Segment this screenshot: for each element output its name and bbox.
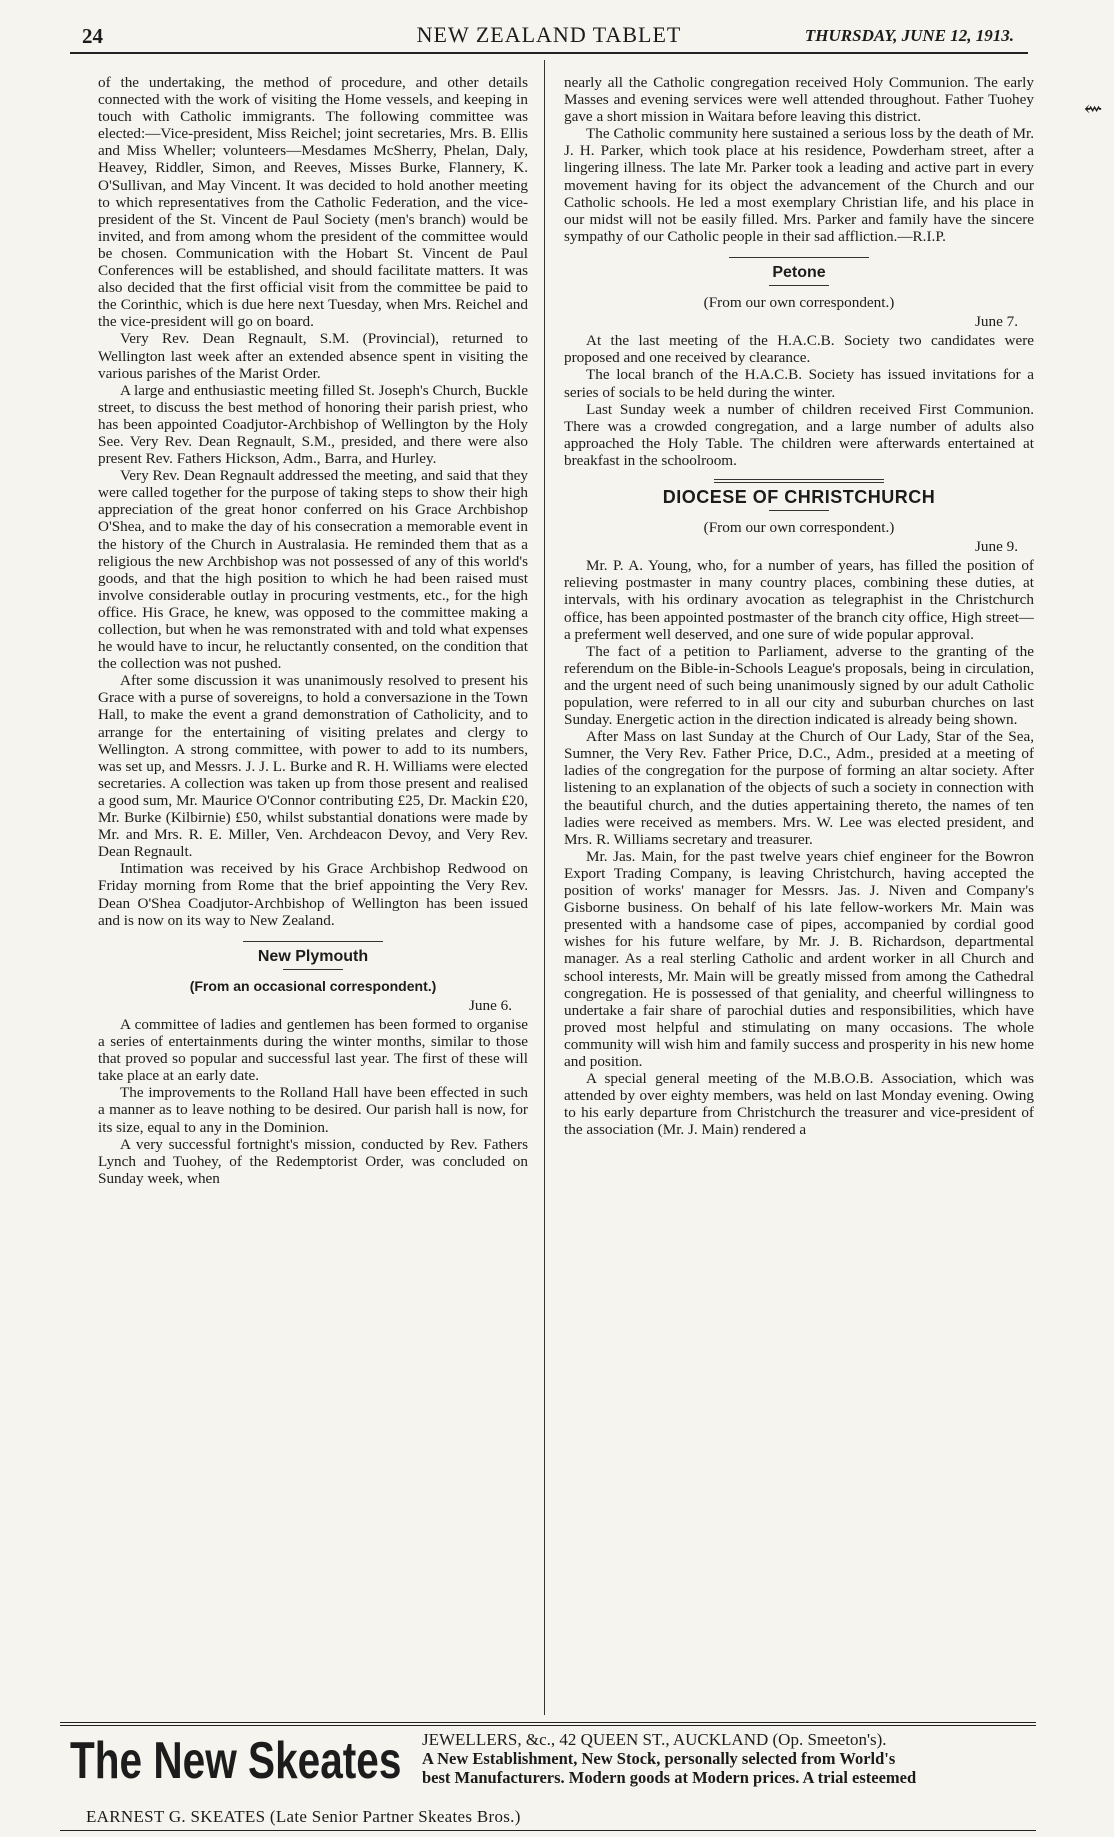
advert-line: best Manufacturers. Modern goods at Modern prices. A trial esteemed (422, 1768, 917, 1787)
paragraph: At the last meeting of the H.A.C.B. Society two candidates were proposed and one received by clearance. (564, 332, 1034, 367)
page-number: 24 (82, 24, 103, 48)
section-rule-double (714, 479, 884, 483)
correspondent-line: (From an occasional correspondent.) (189, 977, 437, 994)
margin-mark: ⇜ (1084, 96, 1103, 121)
paragraph: The local branch of the H.A.C.B. Society has issued invitations for a series of socials to be held during the winter. (564, 366, 1034, 401)
section-title-new-plymouth: New Plymouth (257, 947, 369, 965)
paragraph: A large and enthusiastic meeting filled St. Joseph's Church, Buckle street, to discuss the best method of honoring their parish priest, who has been appointed Coadjutor-Archbishop of Wellington by the Holy See. Very Rev. Dean Regnault, S.M., presided, and there were also present Rev. Fathers Hickson, Adm., Barra, and Hurley. (98, 381, 528, 468)
paragraph: Mr. P. A. Young, who, for a number of years, has filled the position of relieving postmaster in many country places, combining these duties, at intervals, with his ordinary avocation as telegraphist in the Christchurch office, has been appointed postmaster of the branch city office, High street—a preferment well deserved, and one sure of wide popular approval. (564, 557, 1034, 643)
issue-date: THURSDAY, JUNE 12, 1913. (804, 26, 1014, 45)
advert-rule-bottom (60, 1830, 1036, 1831)
paragraph: A very successful fortnight's mission, conducted by Rev. Fathers Lynch and Tuohey, of the Redemptorist Order, was concluded on Sunday week, when (98, 1135, 528, 1187)
dateline: June 6. (468, 996, 512, 1014)
paragraph: The improvements to the Rolland Hall have been effected in such a manner as to leave nothing to be desired. Our parish hall is now, for its size, equal to any in the Dominion. (98, 1084, 528, 1136)
advert-line: A New Establishment, New Stock, personally selected from World's (422, 1749, 896, 1768)
correspondent-line: (From our own correspondent.) (703, 294, 895, 312)
column-divider (544, 60, 545, 1715)
advert-rule-top (60, 1722, 1036, 1726)
correspondent-line: (From our own correspondent.) (703, 519, 895, 537)
section-rule (243, 941, 383, 942)
paragraph: nearly all the Catholic congregation received Holy Communion. The early Masses and evening services were well attended throughout. Father Tuohey gave a short mission in Waitara before leaving this district. (564, 74, 1034, 126)
paragraph: Last Sunday week a number of children received First Communion. There was a crowded congregation, and a large number of adults also approached the Holy Table. The children were afterwards entertained at breakfast in the schoolroom. (564, 400, 1034, 469)
paragraph: After Mass on last Sunday at the Church of Our Lady, Star of the Sea, Sumner, the Very Rev. Father Price, D.C., Adm., presided at a meeting of ladies of the congregation for the purpose of forming an altar society. After listening to an explanation of the objects of such a society in connection with the beautiful church, and the duties appertaining thereto, the names of ten ladies were received as members. Mrs. W. Lee was elected president, and Mrs. R. Williams secretary and treasurer. (564, 728, 1034, 848)
section-title-petone: Petone (772, 263, 826, 281)
section-subrule (769, 285, 829, 286)
dateline: June 7. (974, 313, 1018, 331)
paragraph: A committee of ladies and gentlemen has been formed to organise a series of entertainments during the winter months, similar to those that proved so popular and successful last year. The first of these will take place at an early date. (98, 1015, 528, 1085)
paragraph: of the undertaking, the method of procedure, and other details connected with the work of visiting the Home vessels, and keeping in touch with Catholic immigrants. The following committee was elected:—Vice-president, Miss Reichel; joint secretaries, Mrs. B. Ellis and Miss Wheller; volunteers—Mesdames McSherry, Phelan, Daly, Heavey, Riddler, Simon, and Reeves, Misses Burke, Flannery, K. O'Sullivan, and May Vincent. It was decided to hold another meeting to which representatives from the Catholic Federation, and the vice-president of the St. Vincent de Paul Society (men's branch) would be invited, and from among whom the president of the committee would be chosen. Communication with the Hobart St. Vincent de Paul Conferences will be established, and should facilitate matters. It was also decided that the first official visit from the committee be paid to the Corinthic, which is due here next Tuesday, when Mrs. Reichel and the vice-president will go on board. (98, 74, 528, 331)
advert-proprietor: EARNEST G. SKEATES (Late Senior Partner Skeates Bros.) (86, 1807, 521, 1826)
advert-line: JEWELLERS, &c., 42 QUEEN ST., AUCKLAND (Op. Smeeton's). (422, 1730, 887, 1749)
section-title-christchurch: DIOCESE OF CHRISTCHURCH (662, 486, 936, 507)
paragraph: Mr. Jas. Main, for the past twelve years chief engineer for the Bowron Export Trading Company, is leaving Christchurch, having accepted the position of works' manager for Messrs. Jas. J. Niven and Company's Gisborne business. On behalf of his late fellow-workers Mr. Main was presented with a handsome case of pipes, accompanied by cordial good wishes for his future welfare, by Mr. J. B. Richardson, departmental manager. As a real sterling Catholic and ardent worker in all Church and school interests, Mr. Main will be greatly missed from among the Cathedral congregation. He is possessed of that geniality, and cheerful willingness to undertake a fair share of parochial duties and responsibilities, which have proved most helpful and stimulating on many occasions. The whole community will wish him and family success and prosperity in his new home and position. (564, 847, 1034, 1070)
paragraph: After some discussion it was unanimously resolved to present his Grace with a purse of sovereigns, to hold a conversazione in the Town Hall, to make the event a grand demonstration of Catholicity, and to arrange for the entertaining of visiting prelates and clergy to Wellington. A strong committee, with power to add to its numbers, was set up, and Messrs. J. J. L. Burke and R. H. Williams were elected secretaries. A collection was taken up from those present and realised a good sum, Mr. Maurice O'Connor contributing £25, Dr. Mackin £20, Mr. Burke (Kilbirnie) £50, whilst substantial donations were made by Mr. and Mrs. R. E. Miller, Ven. Archdeacon Devoy, and Very Rev. Dean Regnault. (98, 672, 528, 861)
right-column (564, 74, 1034, 1714)
section-subrule (283, 969, 343, 970)
newspaper-title: NEW ZEALAND TABLET (416, 22, 682, 47)
section-subrule (769, 510, 829, 511)
paragraph: Very Rev. Dean Regnault, S.M. (Provincial), returned to Wellington last week after an extended absence spent in visiting the various parishes of the Marist Order. (98, 330, 528, 382)
page-header (70, 22, 1028, 54)
advert-brand-name: The New Skeates (70, 1732, 402, 1790)
paragraph: Very Rev. Dean Regnault addressed the meeting, and said that they were called together for the purpose of taking steps to show their high appreciation of the great honor conferred on his Grace Archbishop O'Shea, and to make the day of his consecration a memorable event in the history of the Church in Australasia. He reminded them that as a religious the new Archbishop was not possessed of any of this world's goods, and that the high position to which he had been raised must involve considerable outlay in procuring vestments, etc., for the high office. His Grace, he knew, was opposed to the committee making a collection, but when he was remonstrated with and told what expenses he would have to incur, he reluctantly consented, on the condition that the collection was not pushed. (98, 467, 528, 673)
paragraph: A special general meeting of the M.B.O.B. Association, which was attended by over eighty members, was held on last Monday evening. Owing to his early departure from Christchurch the treasurer and vice-president of the association (Mr. J. Main) rendered a (564, 1070, 1034, 1139)
dateline: June 9. (974, 538, 1018, 556)
section-rule (729, 257, 869, 258)
paragraph: Intimation was received by his Grace Archbishop Redwood on Friday morning from Rome that the brief appointing the Very Rev. Dean O'Shea Coadjutor-Archbishop of Wellington has been issued and is now on its way to New Zealand. (98, 860, 528, 929)
paragraph: The Catholic community here sustained a serious loss by the death of Mr. J. H. Parker, which took place at his residence, Powderham street, after a lingering illness. The late Mr. Parker took a leading and active part in every movement having for its object the advancement of the Church and our Catholic schools. He led a most exemplary Christian life, and his place in our midst will not be easily filled. Mrs. Parker and family have the sincere sympathy of our Catholic people in their sad affliction.—R.I.P. (564, 125, 1034, 245)
paragraph: The fact of a petition to Parliament, adverse to the granting of the referendum on the Bible-in-Schools League's proposals, being in circulation, and the urgent need of such being unanimously signed by our adult Catholic population, were referred to in all our city and suburban churches on last Sunday. Energetic action in the direction indicated is already being shown. (564, 642, 1034, 729)
left-column (98, 74, 528, 1714)
advert-text (422, 1730, 1034, 1787)
